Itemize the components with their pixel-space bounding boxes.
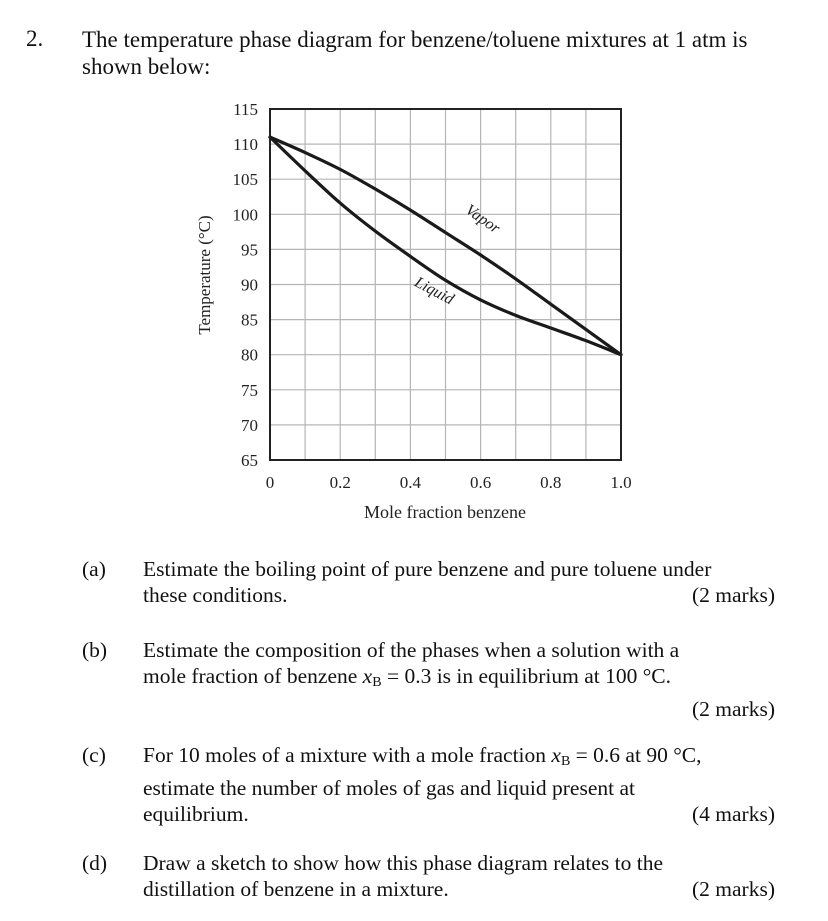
y-tick-label: 80 xyxy=(241,345,258,365)
x-tick-label: 0.4 xyxy=(399,473,422,492)
y-tick-label: 90 xyxy=(241,275,258,295)
phase-diagram-figure xyxy=(170,90,670,530)
y-tick-label: 105 xyxy=(232,170,258,190)
question-stem: The temperature phase diagram for benzene/toluene mixtures at 1 atm is shown below: xyxy=(82,27,748,79)
part-b-line-2-post: = 0.3 is in equilibrium at 100 °C. xyxy=(381,664,672,688)
part-b-line-1: Estimate the composition of the phases when a solution with a xyxy=(143,638,680,662)
y-tick-label: 65 xyxy=(241,451,258,470)
x-tick-label: 0.6 xyxy=(469,473,492,492)
part-b-marks: (2 marks) xyxy=(692,697,775,721)
y-axis-label: Temperature (°C) xyxy=(195,215,214,335)
question-number: 2. xyxy=(26,26,44,51)
y-tick-label: 70 xyxy=(241,415,258,435)
x-tick-label: 0.2 xyxy=(329,473,351,492)
x-axis-label: Mole fraction benzene xyxy=(364,502,526,522)
part-d-marks: (2 marks) xyxy=(692,877,775,901)
y-tick-label: 110 xyxy=(233,135,258,155)
part-c-line-1-pre: For 10 moles of a mixture with a mole fraction xyxy=(143,743,552,767)
vapor-curve-label: Vapor xyxy=(462,201,504,238)
part-c-label: (c) xyxy=(82,743,106,767)
part-c-line-3: equilibrium. xyxy=(143,802,249,826)
part-c-subscript: B xyxy=(560,754,571,769)
part-b-variable: x xyxy=(362,664,373,688)
part-b-subscript: B xyxy=(372,675,382,690)
part-c-line-1-post: = 0.6 at 90 °C, xyxy=(570,743,702,767)
part-c-line-2: estimate the number of moles of gas and liquid present at xyxy=(143,776,635,800)
y-tick-label: 95 xyxy=(241,240,258,260)
x-tick-label: 0.8 xyxy=(540,473,562,492)
part-d-label: (d) xyxy=(82,851,108,875)
part-a-label: (a) xyxy=(82,557,106,581)
y-tick-label: 75 xyxy=(241,380,258,400)
part-d-line-1: Draw a sketch to show how this phase diagram relates to the xyxy=(143,851,664,875)
part-a-line-1: Estimate the boiling point of pure benzene and pure toluene under xyxy=(143,557,712,581)
y-tick-label: 100 xyxy=(232,205,258,225)
liquid-curve-label: Liquid xyxy=(411,273,457,309)
y-tick-label: 85 xyxy=(241,310,258,330)
part-d-line-2: distillation of benzene in a mixture. xyxy=(143,877,449,901)
part-a-marks: (2 marks) xyxy=(692,583,775,607)
part-c-variable: x xyxy=(551,743,561,767)
x-tick-label: 1.0 xyxy=(610,473,632,492)
part-c-marks: (4 marks) xyxy=(692,802,775,826)
x-tick-label: 0 xyxy=(265,473,275,492)
part-b-line-2-pre: mole fraction of benzene xyxy=(143,664,363,688)
phase-diagram-chart xyxy=(170,90,670,530)
y-tick-label: 115 xyxy=(233,100,258,119)
part-a-line-2: these conditions. xyxy=(143,583,288,607)
part-b-label: (b) xyxy=(82,638,108,662)
